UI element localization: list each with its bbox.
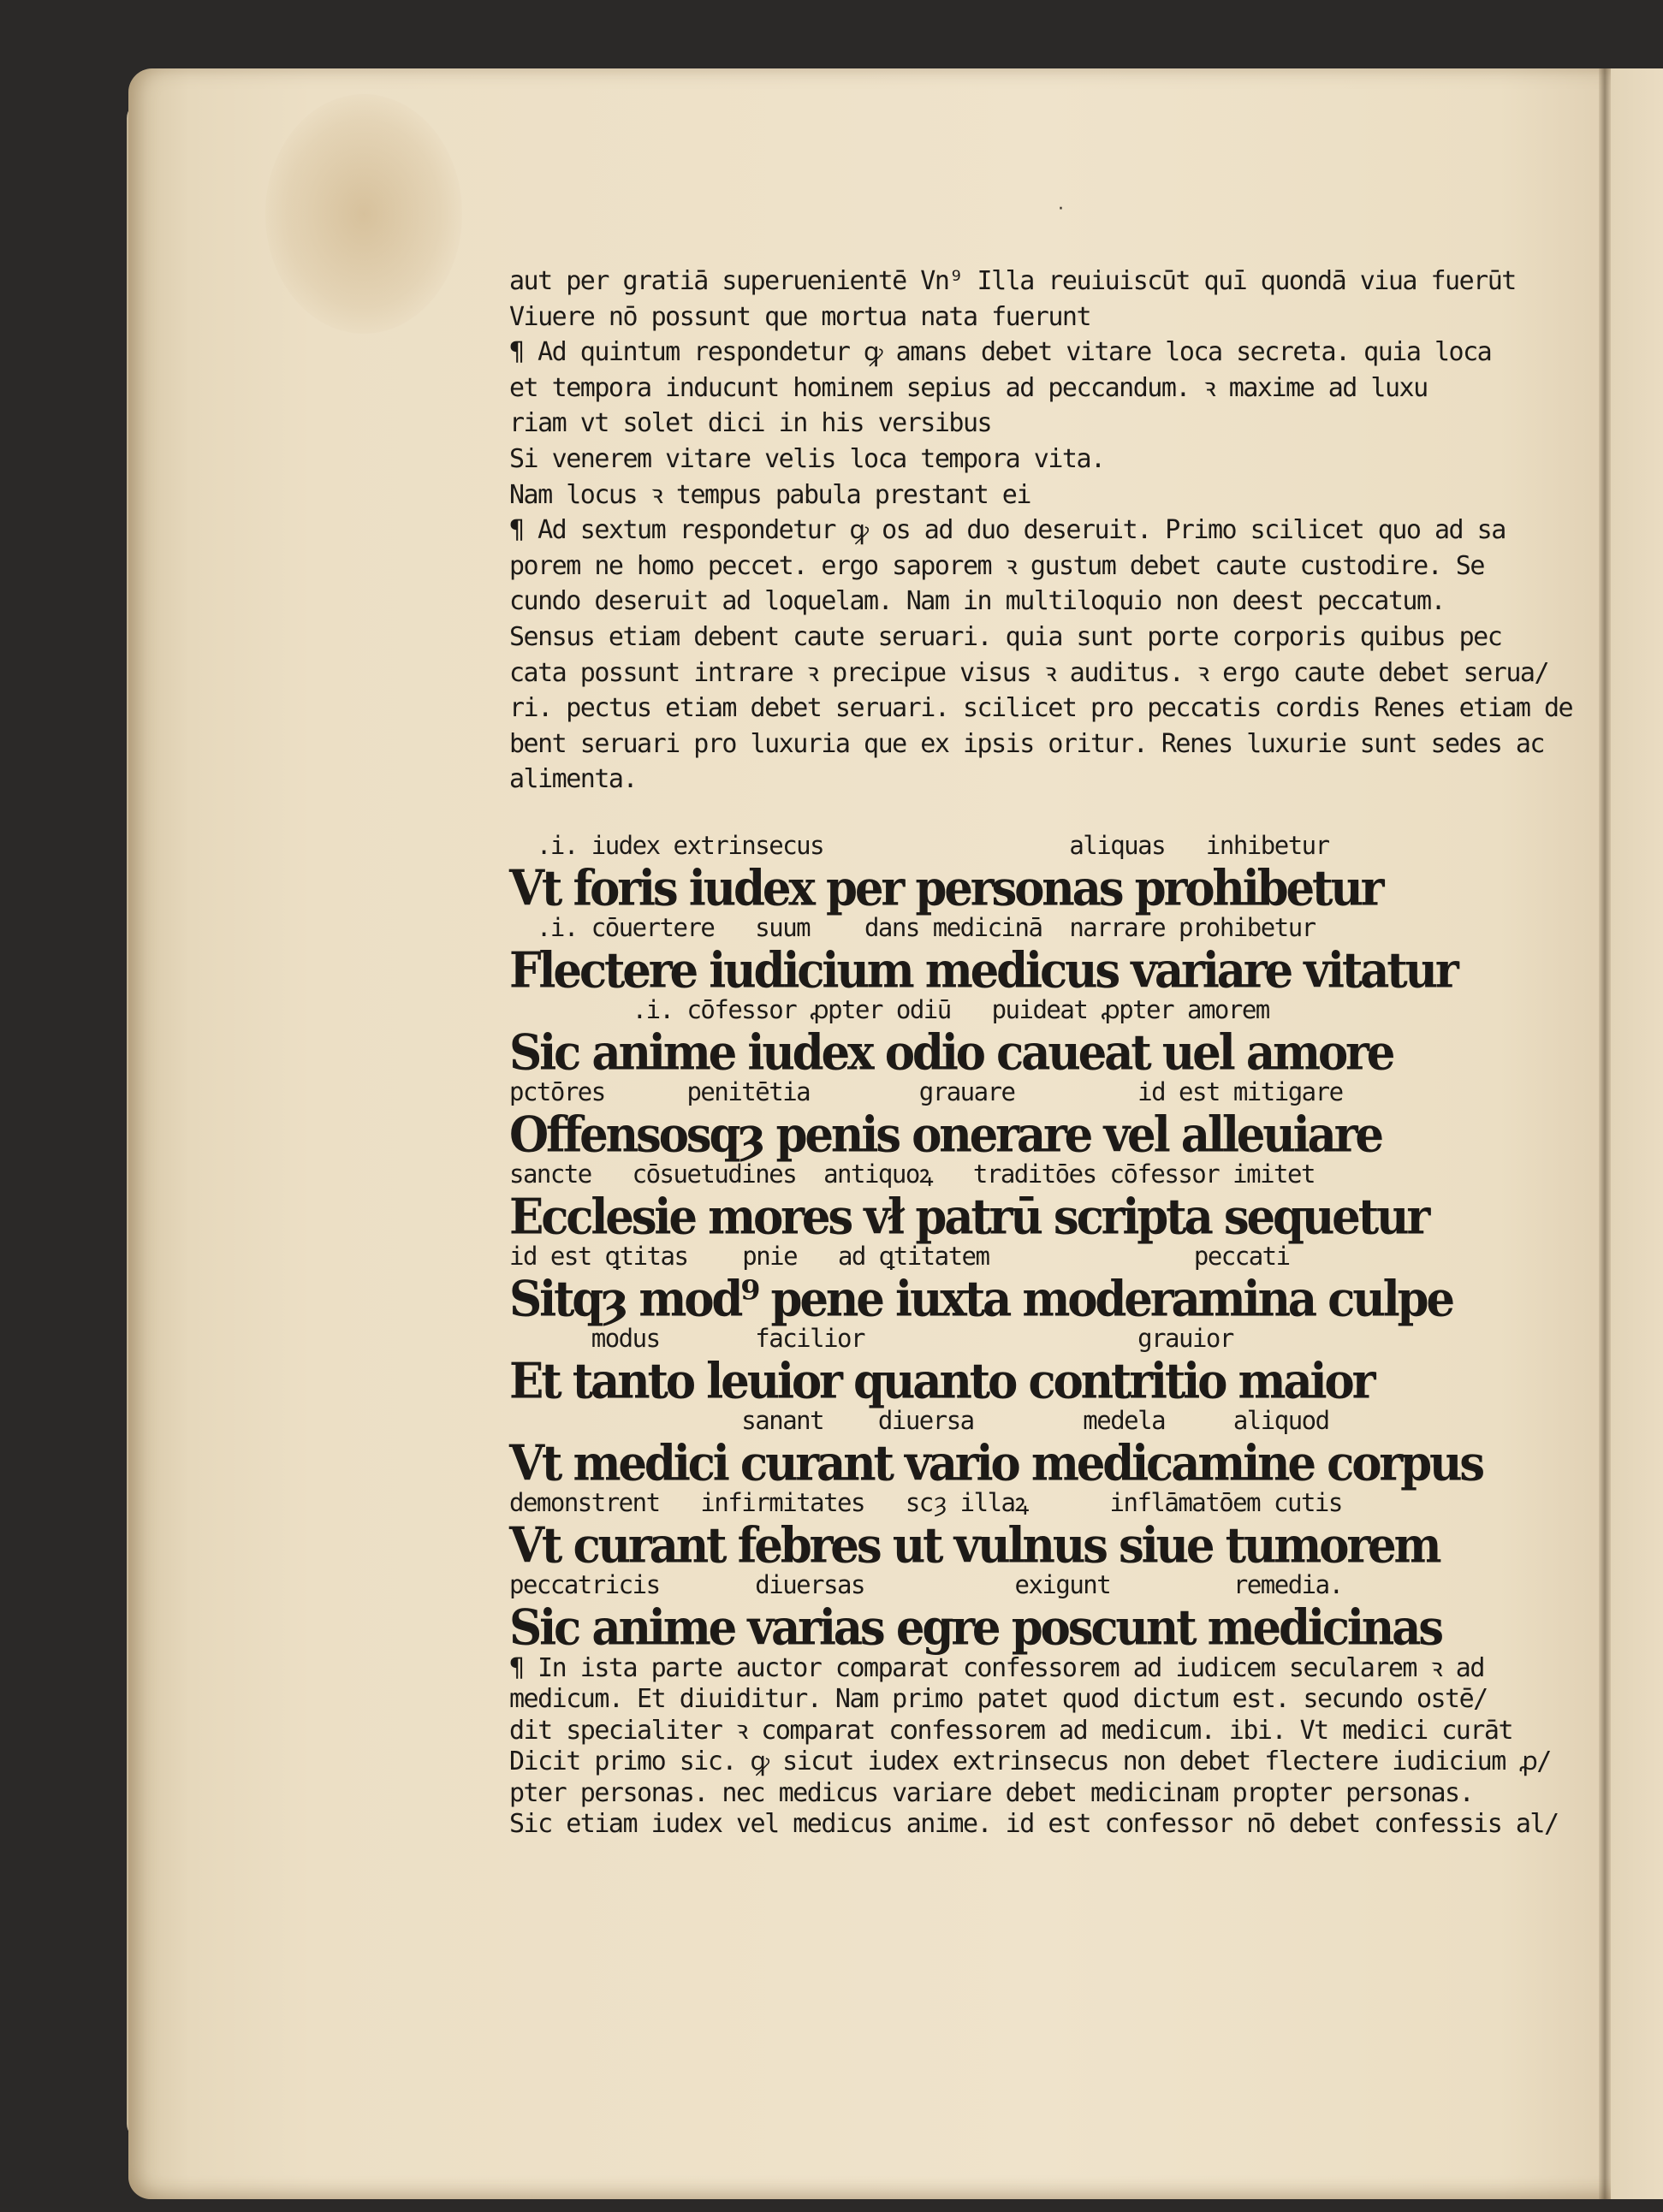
commentary-line: Dicit primo sic. ꝙ sicut iudex extrinsecus non debet flectere iudicium ꝓ/ bbox=[509, 1746, 1551, 1777]
commentary-line: aut per gratiā superuenientē Vn⁹ Illa reuiuiscūt quī quondā viua fuerūt bbox=[509, 266, 1516, 296]
printed-text-block bbox=[509, 264, 1573, 1841]
commentary-bottom bbox=[509, 1652, 1559, 1841]
book-gutter bbox=[1599, 68, 1611, 2199]
interlinear-gloss: sancte cōsuetudines antiquoꝝ traditōes cōfessor imitet bbox=[509, 1159, 1315, 1189]
verse-line: Vt curant febres ut vulnus siue tumorem bbox=[509, 1516, 1440, 1574]
interlinear-gloss: id est ꝗtitas pnie ad ꝗtitatem peccati bbox=[509, 1241, 1290, 1271]
verse-line: Vt foris iudex per personas prohibetur bbox=[509, 859, 1382, 917]
water-stain bbox=[265, 94, 462, 334]
commentary-line: alimenta. bbox=[509, 764, 638, 795]
commentary-line: Sic etiam iudex vel medicus anime. id est confessor nō debet confessis al/ bbox=[509, 1809, 1559, 1840]
verse-line: Sic anime iudex odio caueat uel amore bbox=[509, 1023, 1393, 1082]
verse-line: Offensosqȝ penis onerare vel alleuiare bbox=[509, 1106, 1381, 1164]
section-gap bbox=[509, 798, 1399, 828]
interlinear-gloss: demonstrent infirmitates scȝ illaꝝ inflāmatōem cutis bbox=[509, 1487, 1342, 1517]
commentary-line: bent seruari pro luxuria que ex ipsis oritur. Renes luxurie sunt sedes ac bbox=[509, 728, 1544, 759]
verse-section bbox=[509, 828, 1482, 1657]
commentary-line: riam vt solet dici in his versibus bbox=[509, 408, 992, 439]
commentary-line: porem ne homo peccet. ergo saporem ꝛ gustum debet caute custodire. Se bbox=[509, 550, 1484, 581]
commentary-line: Viuere nō possunt que mortua nata fuerunt bbox=[509, 301, 1091, 332]
commentary-line: Si venerem vitare velis loca tempora vita. bbox=[509, 443, 1105, 474]
commentary-line: medicum. Et diuiditur. Nam primo patet quod dictum est. secundo ostē/ bbox=[509, 1684, 1488, 1715]
interlinear-gloss: .i. cōuertere suum dans medicinā narrare prohibetur bbox=[509, 912, 1316, 942]
ink-speck: · bbox=[1058, 199, 1064, 220]
commentary-line: cundo deseruit ad loquelam. Nam in multiloquio non deest peccatum. bbox=[509, 586, 1446, 617]
commentary-top bbox=[509, 264, 1573, 798]
interlinear-gloss: .i. cōfessor ꝓpter odiū puideat ꝓpter amorem bbox=[509, 994, 1269, 1024]
interlinear-gloss: peccatricis diuersas exigunt remedia. bbox=[509, 1569, 1343, 1599]
commentary-line: Sensus etiam debent caute seruari. quia sunt porte corporis quibus pec bbox=[509, 621, 1502, 652]
commentary-line: pter personas. nec medicus variare debet medicinam propter personas. bbox=[509, 1777, 1474, 1808]
commentary-line: ¶ Ad quintum respondetur ꝙ amans debet vitare loca secreta. quia loca bbox=[509, 337, 1492, 368]
interlinear-gloss: sanant diuersa medela aliquod bbox=[509, 1405, 1329, 1435]
interlinear-gloss: .i. iudex extrinsecus aliquas inhibetur bbox=[509, 830, 1329, 860]
commentary-line: dit specialiter ꝛ comparat confessorem ad medicum. ibi. Vt medici curāt bbox=[509, 1715, 1513, 1746]
verse-line: Vt medici curant vario medicamine corpus bbox=[509, 1434, 1482, 1492]
verse-line: Sitqȝ mod⁹ pene iuxta moderamina culpe bbox=[509, 1270, 1452, 1328]
commentary-line: Nam locus ꝛ tempus pabula prestant ei bbox=[509, 479, 1030, 510]
verse-line: Ecclesie mores vł patrū scripta sequetur bbox=[509, 1188, 1428, 1246]
verse-line: Sic anime varias egre poscunt medicinas bbox=[509, 1598, 1441, 1657]
commentary-line: et tempora inducunt hominem sepius ad peccandum. ꝛ maxime ad luxu bbox=[509, 372, 1428, 403]
interlinear-gloss: pctōres penitētia grauare id est mitigare bbox=[509, 1076, 1343, 1106]
verse-line: Et tanto leuior quanto contritio maior bbox=[509, 1352, 1374, 1410]
interlinear-gloss: modus facilior grauior bbox=[509, 1323, 1233, 1353]
commentary-line: ri. pectus etiam debet seruari. scilicet pro peccatis cordis Renes etiam de bbox=[509, 693, 1573, 724]
verse-line: Flectere iudicium medicus variare vitatur bbox=[509, 941, 1457, 999]
commentary-line: ¶ Ad sextum respondetur ꝙ os ad duo deseruit. Primo scilicet quo ad sa bbox=[509, 515, 1506, 546]
commentary-line: ¶ In ista parte auctor comparat confessorem ad iudicem secularem ꝛ ad bbox=[509, 1652, 1484, 1683]
facing-page-edge bbox=[1611, 68, 1663, 2199]
commentary-line: cata possunt intrare ꝛ precipue visus ꝛ auditus. ꝛ ergo caute debet serua/ bbox=[509, 657, 1549, 688]
